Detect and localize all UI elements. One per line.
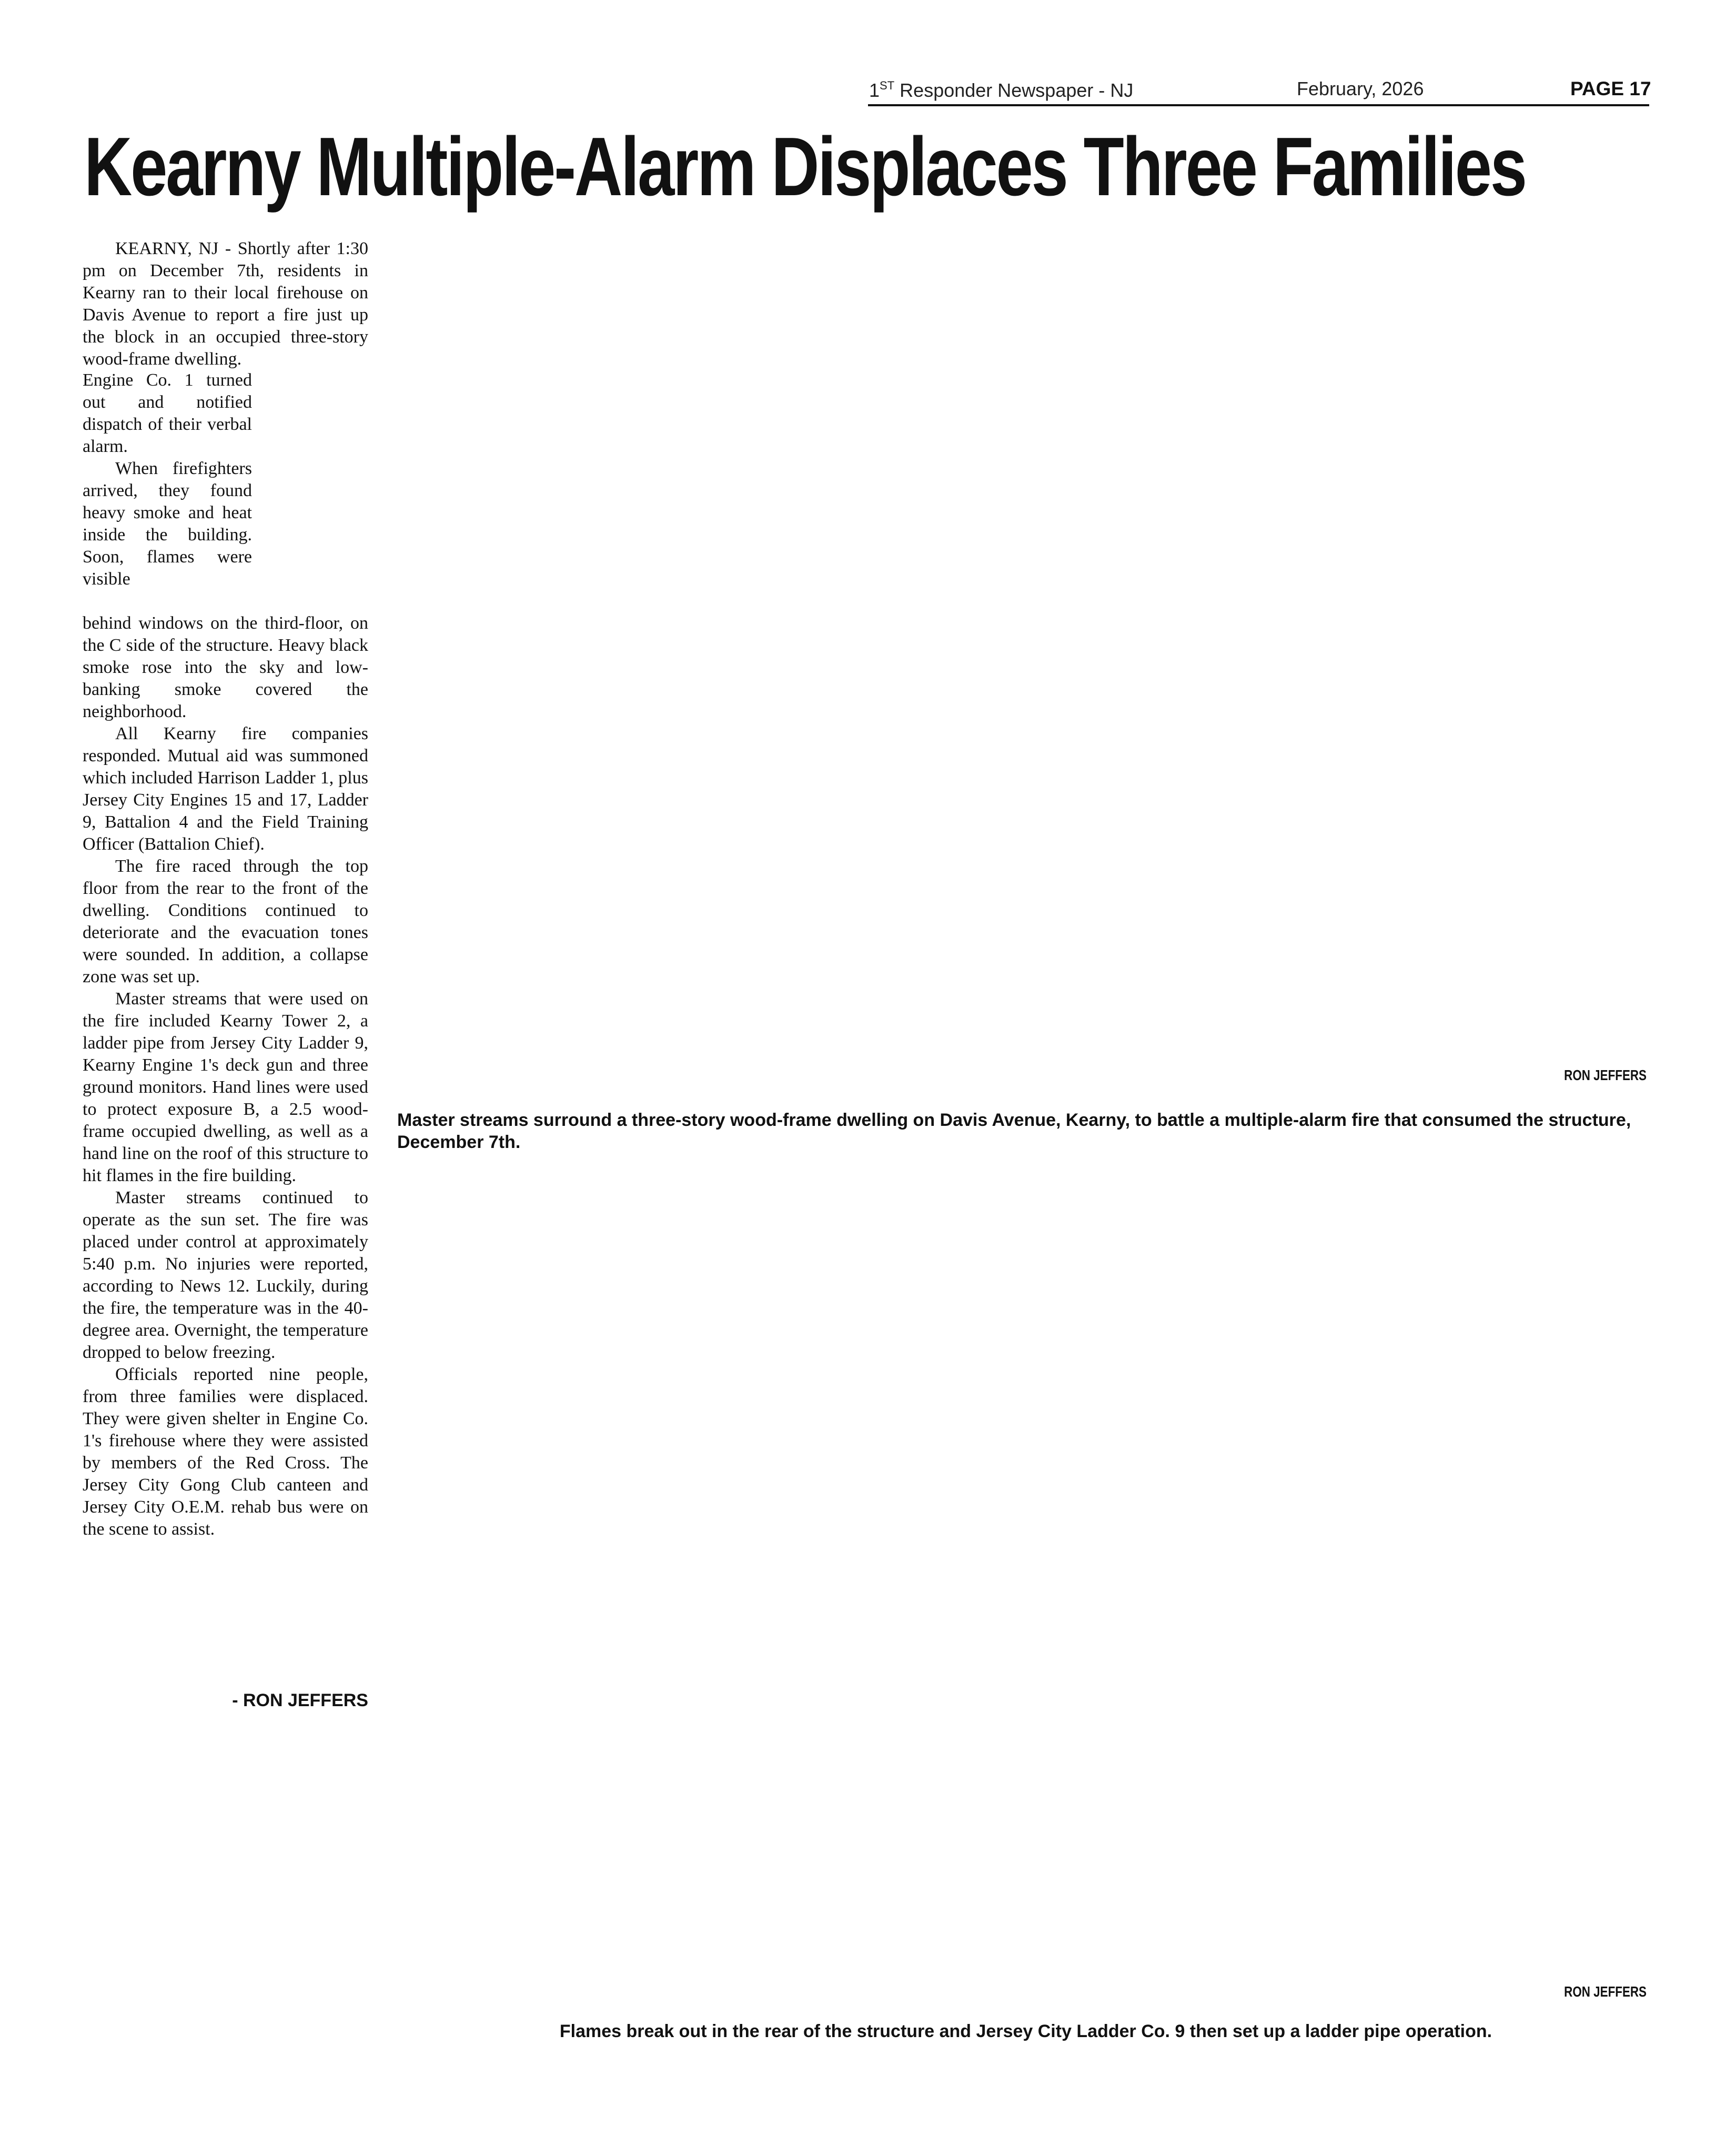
article-paragraph-1-cont: Engine Co. 1 turned out and notified dispatch of their verbal alarm. (83, 370, 252, 456)
photo-credit: RON JEFFERS (1564, 1067, 1647, 1083)
page-number: PAGE 17 (1570, 78, 1651, 99)
article-paragraph-5: Master streams that were used on the fire included Kearny Tower 2, a ladder pipe from Jersey City Ladder 9, Kearny Engine 1's deck gun and three ground monitors. Hand lines were used to protect exposure B, a 2.5 wood-frame occupied dwelling, as well as a hand line on the roof of this structure to hit flames in the fire building. (83, 989, 368, 1185)
article-headline: Kearny Multiple-Alarm Displaces Three Families (84, 120, 1526, 213)
article-paragraph-3: All Kearny fire companies responded. Mutual aid was summoned which included Harrison Ladder 1, plus Jersey City Engines 15 and 17, Ladder 9, Battalion 4 and the Field Training Officer (Battalion Chief). (83, 724, 368, 854)
photo-caption: Master streams surround a three-story wood-frame dwelling on Davis Avenue, Kearny, to battle a multiple-alarm fire that consumed the structure, December 7th. (397, 1110, 1631, 1152)
photo-credit: RON JEFFERS (1564, 1983, 1647, 2000)
article-byline: - RON JEFFERS (232, 1690, 368, 1710)
article-paragraph-4: The fire raced through the top floor from the rear to the front of the dwelling. Conditions continued to deteriorate and the evacuation tones were sounded. In addition, a collapse zone was set up. (83, 857, 368, 986)
article-paragraph-1: KEARNY, NJ - Shortly after 1:30 pm on December 7th, residents in Kearny ran to their local firehouse on Davis Avenue to report a fire just up the block in an occupied three-story wood-frame dwelling. (83, 239, 368, 369)
article-column-top (83, 238, 368, 370)
photo-caption: Flames break out in the rear of the structure and Jersey City Ladder Co. 9 then set up a ladder pipe operation. (559, 2021, 1492, 2041)
article-paragraph-2-cont: behind windows on the third-floor, on the C side of the structure. Heavy black smoke rose into the sky and low-banking smoke covered the neighborhood. (83, 613, 368, 721)
header-rule (868, 104, 1649, 106)
article-paragraph-7: Officials reported nine people, from three families were displaced. They were given shelter in Engine Co. 1's firehouse where they were assisted by members of the Red Cross. The Jersey City Gong Club canteen and Jersey City O.E.M. rehab bus were on the scene to assist. (83, 1365, 368, 1539)
article-column-bottom (83, 612, 368, 1540)
publication-name: 1ST Responder Newspaper - NJ (869, 79, 1134, 101)
photo-ladder-pipe (397, 1173, 1652, 1978)
photo-master-streams (397, 238, 1652, 1064)
article-paragraph-6: Master streams continued to operate as the sun set. The fire was placed under control at approximately 5:40 p.m. No injuries were reported, according to News 12. Luckily, during the fire, the temperature was in the 40-degree area. Overnight, the temperature dropped to below freezing. (83, 1188, 368, 1362)
publication-superscript: ST (880, 79, 895, 92)
article-column-wrap (83, 369, 252, 590)
issue-date: February, 2026 (1297, 78, 1424, 99)
article-paragraph-2: When firefighters arrived, they found heavy smoke and heat inside the building. Soon, flames were visible (83, 459, 252, 589)
